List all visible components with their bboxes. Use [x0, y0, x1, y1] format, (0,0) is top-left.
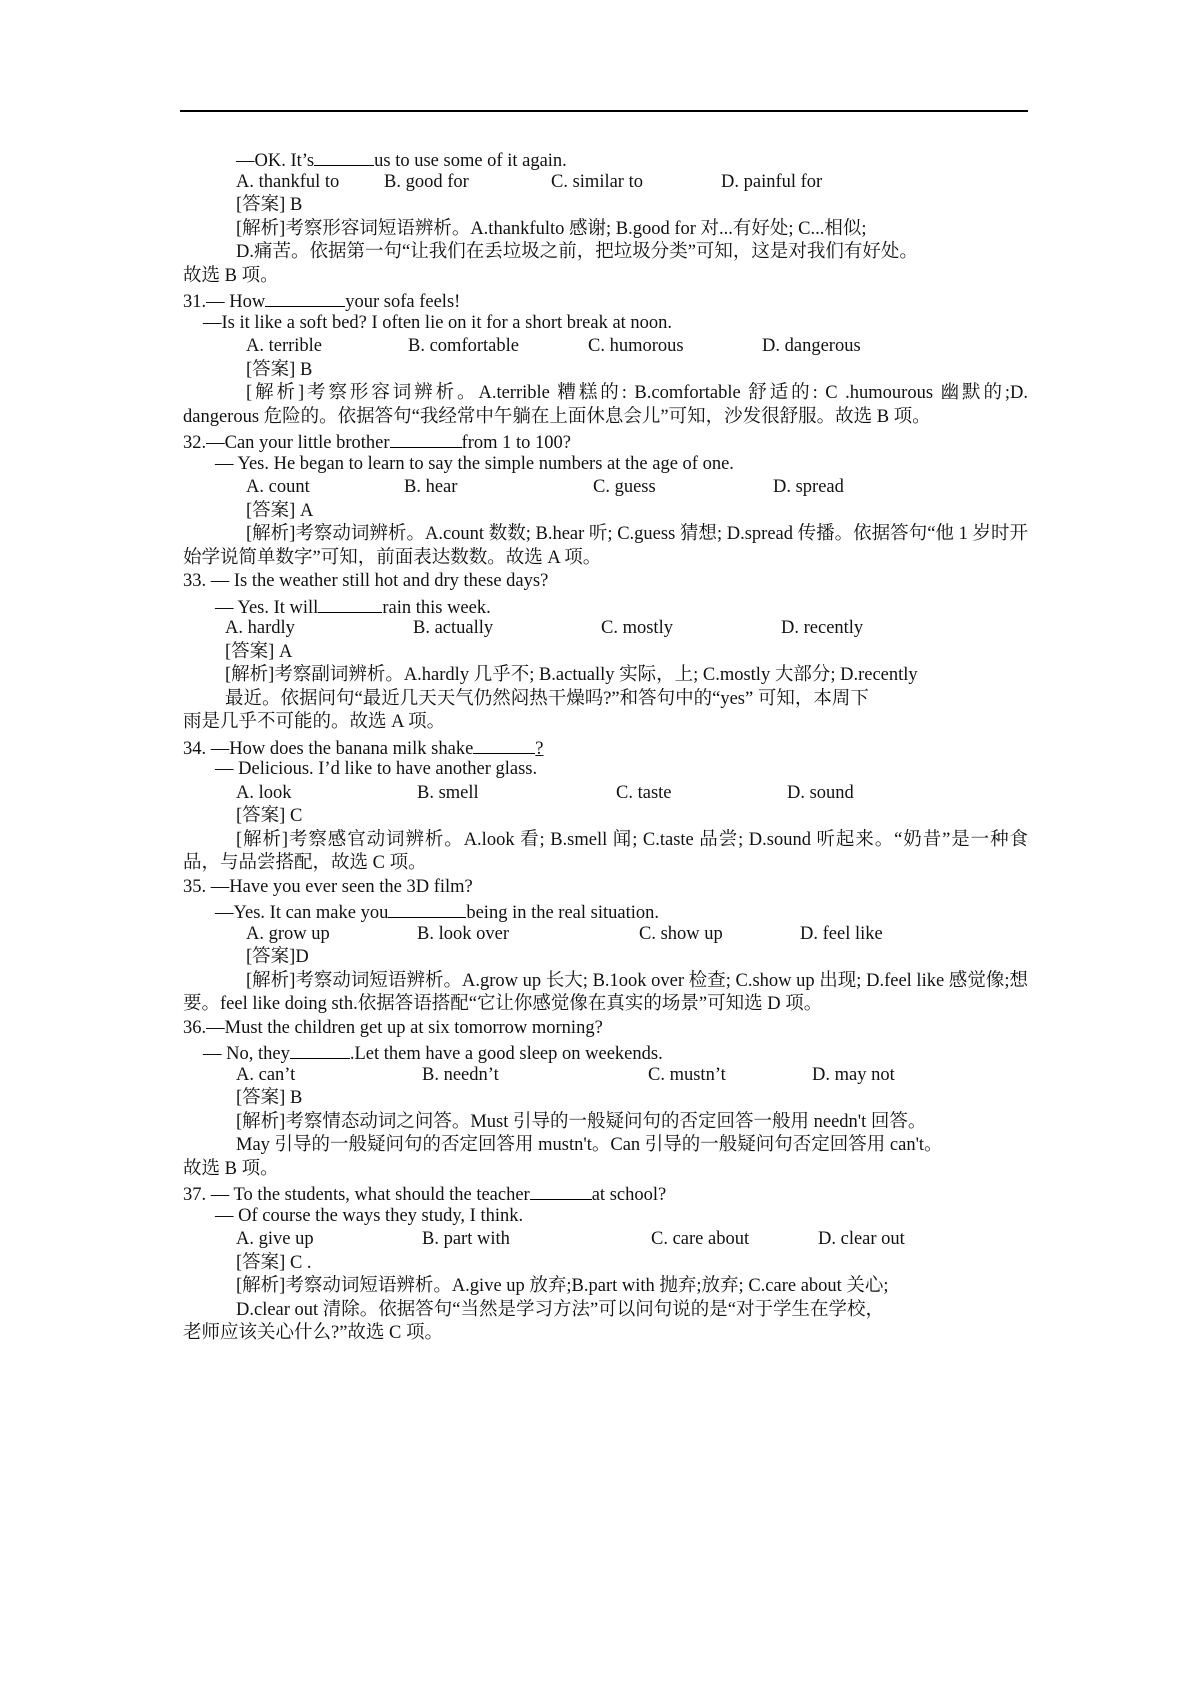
- q33-option-b: B. actually: [413, 618, 494, 638]
- q32-analysis: [解析]考察动词辨析。A.count 数数; B.hear 听; C.guess 猜想; D.spread 传播。依据答句“他 1 岁时开始学说简单数字”可知，前面表达数数。故选 A 项。: [183, 524, 1028, 568]
- q35-answer: [答案]D: [246, 947, 309, 967]
- q35-option-b: B. look over: [417, 923, 509, 944]
- q35-reply: —Yes. It can make you being in the real situation.: [183, 899, 1028, 923]
- q36-stem: 36.—Must the children get up at six tomorrow morning?: [183, 1017, 603, 1038]
- q31-analysis: [解析]考察形容词辨析。A.terrible 糟糕的: B.comfortable 舒适的: C .humourous 幽默的;D. dangerous 危险的。依据答句“我经常中午躺在上面休息会儿”可知，沙发很舒服。故选 B 项。: [183, 383, 1028, 427]
- q37-option-a: A. give up: [236, 1229, 314, 1249]
- q31-blank: [265, 288, 345, 307]
- q37-analysis-line2: D.clear out 清除。依据答句“当然是学习方法”可以问句说的是“对于学生在学校，: [236, 1299, 884, 1320]
- q37-analysis-line1: [解析]考察动词短语辨析。A.give up 放弃;B.part with 抛弃;放弃; C.care about 关心;: [236, 1276, 889, 1296]
- q37-options: [183, 1228, 1028, 1252]
- q30-option-a: A. thankful to: [236, 171, 340, 192]
- q32-reply: — Yes. He began to learn to say the simple numbers at the age of one.: [215, 453, 734, 474]
- q35-analysis: [解析]考察动词短语辨析。A.grow up 长大; B.1ook over 检查; C.show up 出现; D.feel like 感觉像;想要。feel like doing sth.依据答语搭配“它让你感觉像在真实的场景”可知选 D 项。: [183, 970, 1028, 1014]
- q37-option-b: B. part with: [422, 1229, 510, 1249]
- q31-option-d: D. dangerous: [762, 336, 861, 356]
- q32-answer: [答案] A: [246, 500, 314, 521]
- q32-option-a: A. count: [246, 477, 310, 497]
- q31-option-a: A. terrible: [246, 336, 323, 356]
- q33-analysis-line2: 最近。依据问句“最近几天天气仍然闷热干燥吗?”和答句中的“yes” 可知，本周下: [225, 688, 869, 709]
- q33-blank: [318, 594, 382, 613]
- q32-stem: 32.—Can your little brother from 1 to 100?: [183, 429, 1028, 453]
- q32-blank: [390, 429, 462, 448]
- q34-option-c: C. taste: [616, 782, 672, 803]
- q35-option-a: A. grow up: [246, 923, 330, 944]
- q36-option-d: D. may not: [812, 1064, 895, 1085]
- q37-answer: [答案] C .: [236, 1252, 312, 1273]
- q34-analysis: [解析]考察感官动词辨析。A.look 看; B.smell 闻; C.taste 品尝; D.sound 听起来。“奶昔”是一种食品，与品尝搭配，故选 C 项。: [183, 829, 1028, 873]
- q31-options: [183, 335, 1028, 359]
- q34-option-a: A. look: [236, 782, 292, 803]
- q30-option-d: D. painful for: [721, 171, 823, 192]
- q31-answer: [答案] B: [246, 359, 313, 380]
- q32-options: [183, 476, 1028, 500]
- q33-options: [183, 617, 1028, 641]
- q37-option-c: C. care about: [651, 1229, 750, 1249]
- q35-option-d: D. feel like: [800, 923, 883, 944]
- q32-option-b: B. hear: [404, 477, 458, 497]
- q36-analysis-line2: May 引导的一般疑问句的否定回答用 mustn't。Can 引导的一般疑问句否定回答用 can't。: [236, 1135, 943, 1155]
- q30-blank: [314, 147, 374, 166]
- q36-analysis-line1: [解析]考察情态动词之问答。Must 引导的一般疑问句的否定回答一般用 needn't 回答。: [236, 1111, 927, 1132]
- q36-analysis-line3: 故选 B 项。: [183, 1158, 279, 1179]
- q31-option-b: B. comfortable: [408, 336, 519, 356]
- q35-blank: [388, 899, 466, 918]
- q33-analysis-line1: [解析]考察副词辨析。A.hardly 几乎不; B.actually 实际，上; C.mostly 大部分; D.recently: [225, 665, 918, 685]
- q30-analysis-line2: D.痛苦。依据第一句“让我们在丢垃圾之前，把垃圾分类”可知，这是对我们有好处。: [236, 242, 918, 262]
- q33-reply: — Yes. It will rain this week.: [183, 594, 1028, 618]
- q31-option-c: C. humorous: [588, 336, 684, 356]
- q37-option-d: D. clear out: [818, 1229, 905, 1249]
- q34-reply: — Delicious. I’d like to have another glass.: [215, 759, 538, 779]
- q34-option-d: D. sound: [787, 782, 854, 803]
- q36-option-b: B. needn’t: [422, 1064, 499, 1085]
- q37-stem: 37. — To the students, what should the teacher at school?: [183, 1181, 1028, 1205]
- q30-answer: [答案] B: [236, 195, 303, 215]
- q34-options: [183, 782, 1028, 806]
- q34-option-b: B. smell: [417, 782, 479, 803]
- q31-reply: —Is it like a soft bed? I often lie on it for a short break at noon.: [203, 312, 673, 333]
- header-rule: [180, 110, 1028, 112]
- content: [183, 147, 1028, 1346]
- q37-blank: [530, 1181, 592, 1200]
- q34-stem: 34. —How does the banana milk shake ?: [183, 735, 1028, 759]
- q37-reply: — Of course the ways they study, I think.: [215, 1205, 524, 1226]
- q37-analysis-line3: 老师应该关心什么?”故选 C 项。: [183, 1323, 444, 1343]
- q33-stem: 33. — Is the weather still hot and dry these days?: [183, 571, 549, 591]
- q35-stem: 35. —Have you ever seen the 3D film?: [183, 876, 473, 897]
- q33-option-d: D. recently: [781, 618, 864, 638]
- q30-options: [183, 171, 1028, 195]
- q36-option-a: A. can’t: [236, 1064, 296, 1085]
- q33-analysis-line3: 雨是几乎不可能的。故选 A 项。: [183, 712, 446, 732]
- q30-option-b: B. good for: [384, 171, 469, 192]
- q33-option-c: C. mostly: [601, 618, 673, 638]
- q34-answer: [答案] C: [236, 806, 303, 826]
- q30-analysis-line1: [解析]考察形容词短语辨析。A.thankfulto 感谢; B.good for 对...有好处; C...相似;: [236, 218, 867, 239]
- q30-stem: —OK. It’s us to use some of it again.: [183, 147, 1028, 171]
- q32-option-d: D. spread: [773, 477, 844, 497]
- q31-stem: 31.— How your sofa feels!: [183, 288, 1028, 312]
- q35-options: [183, 923, 1028, 947]
- q32-option-c: C. guess: [593, 477, 656, 497]
- q34-blank: [473, 735, 535, 754]
- q36-blank: [290, 1040, 350, 1059]
- q36-reply: — No, they .Let them have a good sleep on weekends.: [183, 1040, 1028, 1064]
- q30-option-c: C. similar to: [551, 171, 643, 192]
- q30-analysis-line3: 故选 B 项。: [183, 265, 279, 286]
- q36-options: [183, 1064, 1028, 1088]
- q35-option-c: C. show up: [639, 923, 723, 944]
- q36-option-c: C. mustn’t: [648, 1064, 726, 1085]
- q33-option-a: A. hardly: [225, 618, 295, 638]
- q36-answer: [答案] B: [236, 1088, 303, 1108]
- q33-answer: [答案] A: [225, 641, 293, 662]
